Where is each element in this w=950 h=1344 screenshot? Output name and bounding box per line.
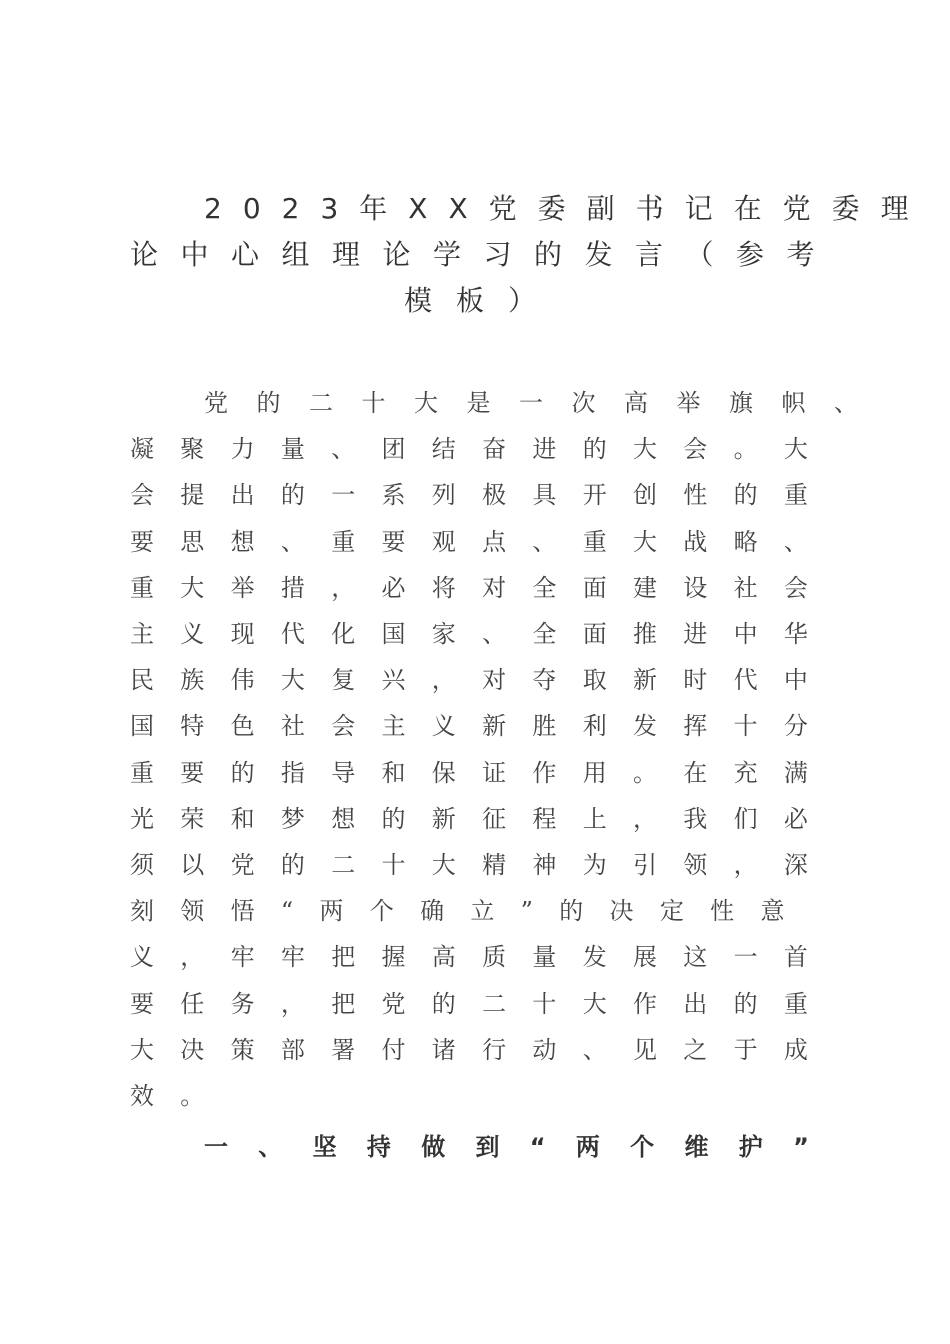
section-heading-text: 一、坚持做到“两个维护” bbox=[204, 1133, 840, 1161]
document-title bbox=[130, 186, 930, 324]
body-line: 刻领悟“两个确立”的决定性意 bbox=[130, 897, 811, 926]
body-line: 主义现代化国家、全面推进中华 bbox=[130, 620, 835, 649]
body-line: 要思想、重要观点、重大战略、 bbox=[130, 527, 835, 556]
body-line: 重大举措，必将对全面建设社会 bbox=[130, 573, 835, 602]
body-line: 效。 bbox=[130, 1082, 231, 1111]
body-line: 光荣和梦想的新征程上，我们必 bbox=[130, 804, 835, 833]
body-line: 大决策部署付诸行动、见之于成 bbox=[130, 1035, 835, 1064]
body-line: 要任务，把党的二十大作出的重 bbox=[130, 989, 835, 1018]
title-line-3: 模板） bbox=[403, 284, 560, 317]
title-line-1: 2023年XX党委副书记在党委理 bbox=[204, 192, 930, 225]
body-line: 会提出的一系列极具开创性的重 bbox=[130, 481, 835, 510]
body-line: 党的二十大是一次高举旗帜、 bbox=[204, 389, 887, 417]
body-line: 义，牢牢把握高质量发展这一首 bbox=[130, 943, 835, 972]
body-line: 民族伟大复兴，对夺取新时代中 bbox=[130, 666, 835, 695]
body-line: 须以党的二十大精神为引领，深 bbox=[130, 851, 835, 880]
title-line-2: 论中心组理论学习的发言（参考 bbox=[130, 238, 838, 271]
body-line: 国特色社会主义新胜利发挥十分 bbox=[130, 712, 835, 741]
body-line: 凝聚力量、团结奋进的大会。大 bbox=[130, 435, 835, 464]
body-paragraph bbox=[130, 380, 887, 1119]
body-line: 重要的指导和保证作用。在充满 bbox=[130, 758, 835, 787]
section-heading-1 bbox=[130, 1124, 840, 1170]
